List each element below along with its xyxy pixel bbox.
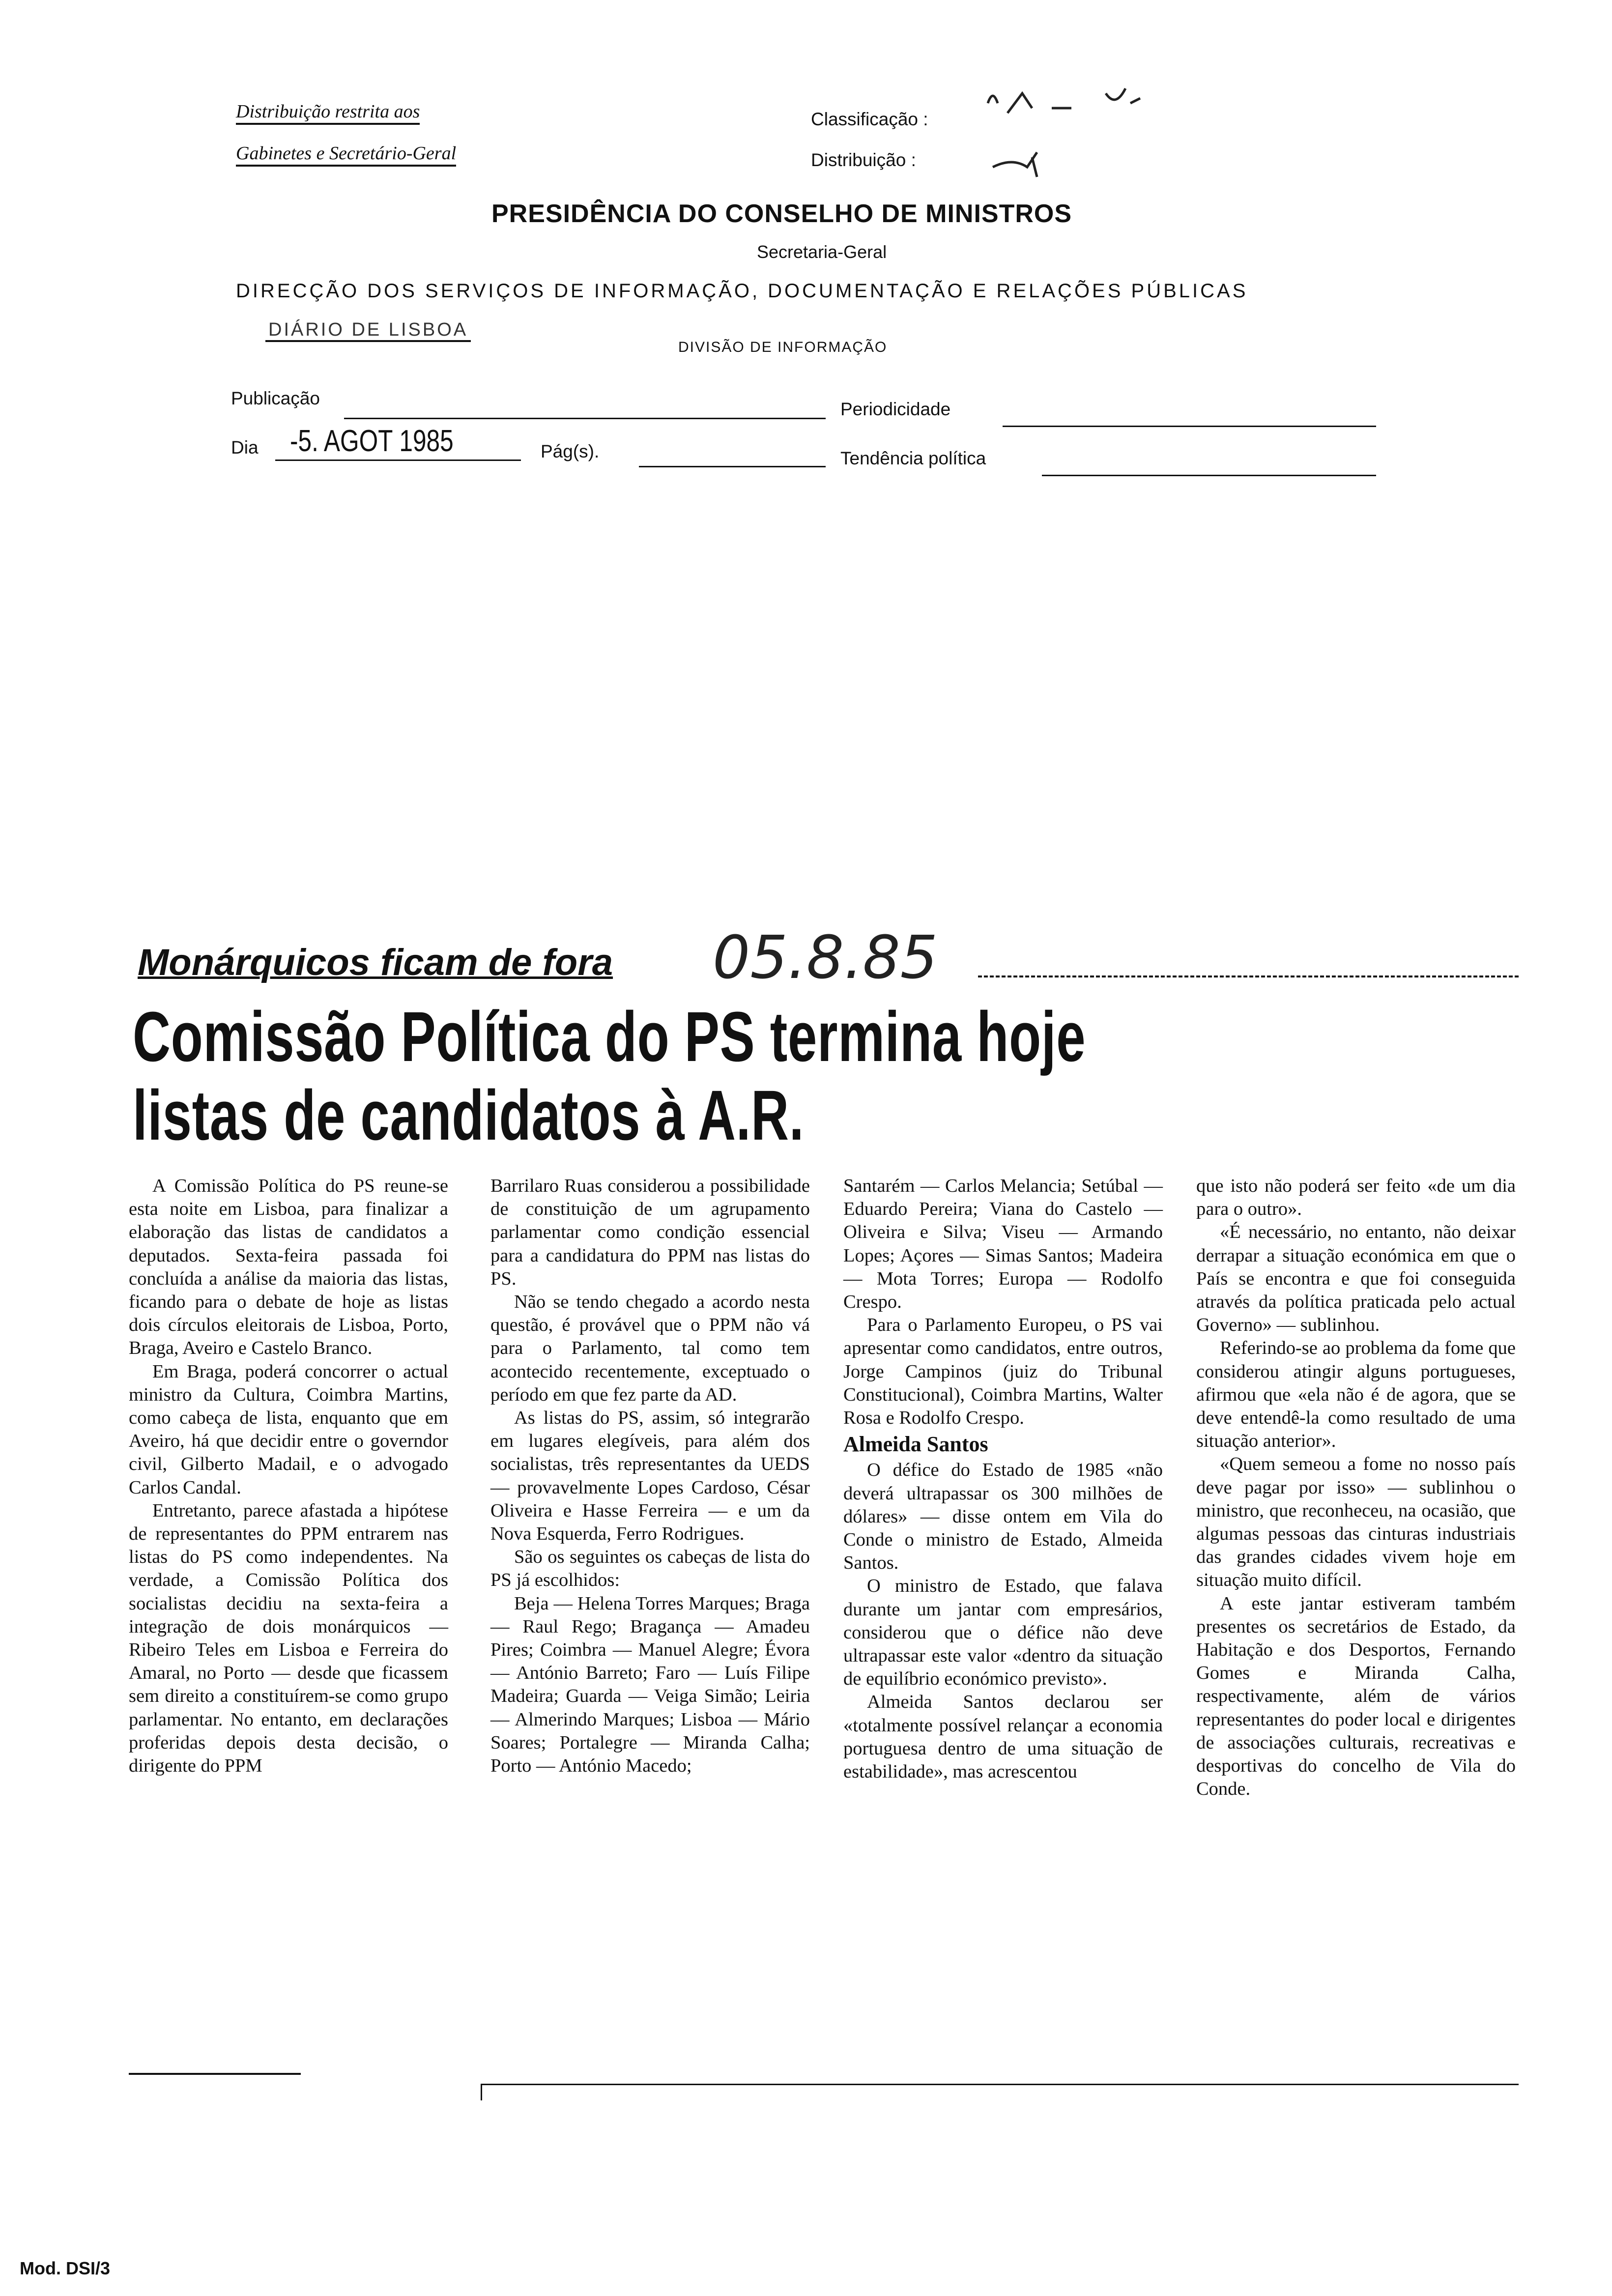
column-1-end-rule	[129, 2073, 301, 2075]
article-column-2	[490, 1175, 810, 1778]
secretaria-geral: Secretaria-Geral	[757, 242, 887, 262]
paragraph: Almeida Santos declarou ser «totalmente possível relançar a economia portuguesa dentro de uma situação de estabilidade», mas acrescentou	[843, 1692, 1163, 1782]
publicacao-label: Publicação	[231, 388, 320, 408]
classificacao-label: Classificação :	[811, 109, 928, 129]
article-kicker: Monárquicos ficam de fora	[138, 942, 613, 983]
pags-line	[639, 466, 826, 467]
divisao-label: DIVISÃO DE INFORMAÇÃO	[678, 339, 888, 355]
paragraph: Barrilaro Ruas considerou a possibilidade de constituição de um agrupamento parlamentar como condição essencial para a candidatura do PPM nas listas do PS.	[490, 1176, 810, 1289]
article-bottom-rule	[482, 2084, 1519, 2085]
newspaper-stamp: DIÁRIO DE LISBOA	[265, 319, 471, 341]
paragraph: Referindo-se ao problema da fome que considerou atingir alguns portugueses, afirmou que «ela não é de agora, que se deve entendê-la como resultado de uma situação anterior».	[1196, 1338, 1516, 1452]
article-column-3	[843, 1175, 1163, 1783]
headline-line-2: listas de candidatos à A.R.	[133, 1076, 805, 1155]
dia-line	[275, 459, 521, 461]
direccao-line: DIRECÇÃO DOS SERVIÇOS DE INFORMAÇÃO, DOCUMENTAÇÃO E RELAÇÕES PÚBLICAS	[236, 280, 1248, 302]
handwritten-classification-mark	[978, 74, 1204, 192]
publicacao-line	[344, 418, 826, 419]
paragraph: que isto não poderá ser feito «de um dia para o outro».	[1196, 1176, 1516, 1220]
distribution-line-1: Distribuição restrita aos	[236, 101, 420, 122]
form-model-label: Mod. DSI/3	[20, 2258, 111, 2278]
paragraph: O ministro de Estado, que falava durante um jantar com empresários, considerou que o défice não deve ultrapassar este valor «dentro da situação de equilíbrio económico previsto».	[843, 1576, 1163, 1690]
article-column-1	[129, 1175, 448, 1778]
handwritten-date-annotation: 05.8.85	[713, 924, 938, 992]
paragraph: Beja — Helena Torres Marques; Braga — Raul Rego; Bragança — Amadeu Pires; Coimbra — Manuel Alegre; Évora — António Barreto; Faro — Luís Filipe Madeira; Guarda — Veiga Simão; Leiria — Almerindo Marques; Lisboa — Mário Soares; Portalegre — Miranda Calha; Porto — António Macedo;	[490, 1593, 810, 1777]
paragraph: A este jantar estiveram também presentes os secretários de Estado, da Habitação e dos Desportos, Fernando Gomes e Miranda Calha, respectivamente, além de vários representantes do poder local e dirigentes de associações culturais, recreativas e desportivas do concelho de Vila do Conde.	[1196, 1593, 1516, 1800]
paragraph: O défice do Estado de 1985 «não deverá ultrapassar os 300 milhões de dólares» — disse ontem em Vila do Conde o ministro de Estado, Almeida Santos.	[843, 1460, 1163, 1574]
paragraph: As listas do PS, assim, só integrarão em lugares elegíveis, para além dos socialistas, três representantes da UEDS — provavelmente Lopes Cardoso, César Oliveira e Hasse Ferreira — e um da Nova Esquerda, Ferro Rodrigues.	[490, 1407, 810, 1545]
paragraph: «Quem semeou a fome no nosso país deve pagar por isso» — sublinhou o ministro, que reconheceu, na ocasião, que algumas pessoas das cinturas industriais das grandes cidades vivem hoje em situação muito difícil.	[1196, 1454, 1516, 1591]
dia-label: Dia	[231, 437, 259, 458]
periodicidade-line	[1003, 426, 1376, 427]
periodicidade-label: Periodicidade	[840, 399, 951, 419]
paragraph: Não se tendo chegado a acordo nesta questão, é provável que o PPM não vá para o Parlamento, tal como tem acontecido recentemente, exceptuado o período em que fez parte da AD.	[490, 1292, 810, 1405]
subheading-almeida-santos: Almeida Santos	[843, 1432, 988, 1457]
article-column-4	[1196, 1175, 1516, 1801]
paragraph: «É necessário, no entanto, não deixar derrapar a situação económica em que o País se encontra e que foi conseguida através da política praticada pelo actual Governo» — sublinhou.	[1196, 1222, 1516, 1336]
tendencia-label: Tendência política	[840, 448, 986, 468]
paragraph: Santarém — Carlos Melancia; Setúbal — Eduardo Pereira; Viana do Castelo — Oliveira e Silva; Viseu — Armando Lopes; Açores — Simas Santos; Madeira — Mota Torres; Europa — Rodolfo Crespo.	[843, 1176, 1163, 1313]
org-title: PRESIDÊNCIA DO CONSELHO DE MINISTROS	[491, 200, 1072, 228]
distribution-line-2: Gabinetes e Secretário-Geral	[236, 143, 456, 164]
article-bottom-tick	[481, 2084, 482, 2100]
paragraph: Entretanto, parece afastada a hipótese de representantes do PPM entrarem nas listas do PS como independentes. Na verdade, a Comissão Política dos socialistas decidiu na sexta-feira a integração de dois monárquicos — Ribeiro Teles em Lisboa e Ferreira do Amaral, no Porto — desde que ficassem sem direito a constituírem-se como grupo parlamentar. No entanto, em declarações proferidas depois desta decisão, o dirigente do PPM	[129, 1500, 448, 1777]
pags-label: Pág(s).	[541, 441, 600, 461]
paragraph: A Comissão Política do PS reune-se esta noite em Lisboa, para finalizar a elaboração das listas de candidatos a deputados. Sexta-feira passada foi concluída a análise da maioria das listas, ficando para o debate de hoje as listas dois círculos eleitorais de Lisboa, Porto, Braga, Aveiro e Castelo Branco.	[129, 1176, 448, 1359]
paragraph: São os seguintes os cabeças de lista do PS já escolhidos:	[490, 1547, 810, 1591]
paragraph: Para o Parlamento Europeu, o PS vai apresentar como candidatos, entre outros, Jorge Campinos (juiz do Tribunal Constitucional), Coimbra Martins, Walter Rosa e Rodolfo Crespo.	[843, 1315, 1163, 1429]
distribuicao-label: Distribuição :	[811, 150, 916, 170]
headline-line-1: Comissão Política do PS termina hoje	[133, 997, 1086, 1076]
kicker-dashed-rule	[978, 976, 1519, 977]
paragraph: Em Braga, poderá concorrer o actual ministro da Cultura, Coimbra Martins, como cabeça de lista, enquanto que em Aveiro, há que decidir entre o governdor civil, Gilberto Madail, e o advogado Carlos Candal.	[129, 1361, 448, 1498]
tendencia-line	[1042, 475, 1376, 476]
dia-value: -5. AGOT 1985	[290, 424, 454, 458]
